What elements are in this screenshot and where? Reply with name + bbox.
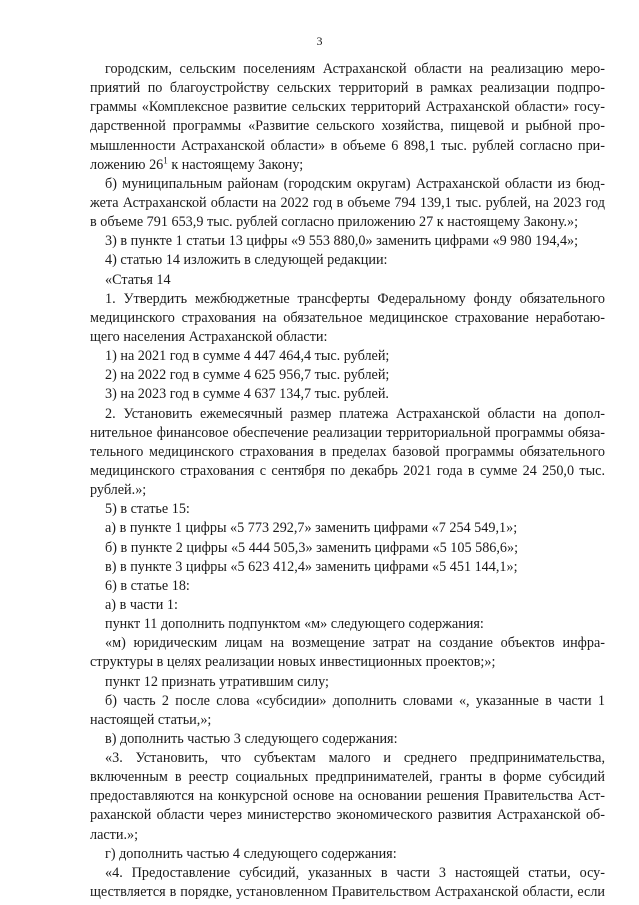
text-line	[90, 156, 605, 175]
text-line	[90, 481, 605, 500]
text-line	[90, 175, 605, 194]
text-line-content: медицинского страхования на обязательное медицинское страхование неработаю-	[90, 309, 605, 326]
text-line	[90, 347, 605, 366]
text-line	[90, 290, 605, 309]
text-line-content: тельного медицинского страхования в пределах базовой программы обязательного	[90, 443, 605, 460]
text-line	[90, 213, 605, 232]
text-line	[90, 730, 605, 749]
text-line	[90, 117, 605, 136]
text-line-content: б) муниципальным районам (городским округам) Астраханской области из бюд-	[105, 175, 605, 192]
text-line-content: а) в части 1:	[105, 596, 178, 613]
superscript: 1	[163, 154, 168, 165]
text-line	[90, 883, 605, 902]
text-line-content: в) дополнить частью 3 следующего содержания:	[105, 730, 398, 747]
text-line-content: пункт 12 признать утратившим силу;	[105, 673, 329, 690]
text-line	[90, 194, 605, 213]
text-line	[90, 519, 605, 538]
text-line	[90, 98, 605, 117]
text-line-content: настоящей статьи,»;	[90, 711, 212, 728]
text-line	[90, 232, 605, 251]
text-line-content: в объеме 791 653,9 тыс. рублей согласно приложению 27 к настоящему Закону.»;	[90, 214, 579, 231]
text-line-content: а) в пункте 1 цифры «5 773 292,7» заменить цифрами «7 254 549,1»;	[105, 520, 518, 537]
text-line-content: 2. Установить ежемесячный размер платежа Астраханской области на допол-	[105, 405, 605, 422]
text-line-content: нительное финансовое обеспечение реализации территориальной программы обяза-	[90, 424, 605, 441]
text-line-content: медицинского страхования с сентября по декабрь 2021 года в сумме 24 250,0 тыс.	[90, 462, 605, 479]
text-line	[90, 500, 605, 519]
text-line-content: «4. Предоставление субсидий, указанных в части 3 настоящей статьи, осу-	[105, 864, 605, 881]
text-line	[90, 634, 605, 653]
page-number: 3	[316, 34, 323, 48]
text-line	[90, 539, 605, 558]
text-line	[90, 768, 605, 787]
text-line-content: 2) на 2022 год в сумме 4 625 956,7 тыс. рублей;	[105, 367, 390, 384]
text-line	[90, 309, 605, 328]
text-line	[90, 673, 605, 692]
text-line	[90, 251, 605, 270]
text-line-content: жета Астраханской области на 2022 год в объеме 794 139,1 тыс. рублей, на 2023 год	[90, 194, 605, 211]
text-line-content: 4) статью 14 изложить в следующей редакции:	[105, 252, 388, 269]
document-body	[90, 60, 605, 902]
text-line	[90, 405, 605, 424]
text-line	[90, 424, 605, 443]
text-line-content: рублей.»;	[90, 482, 147, 499]
text-line-content: ласти.»;	[90, 826, 139, 843]
text-line	[90, 328, 605, 347]
text-line	[90, 864, 605, 883]
text-line-content: ществляется в порядке, установленном Правительством Астраханской области, если	[90, 884, 605, 901]
text-line-content: предоставляются на конкурсной основе на основании решения Правительства Аст-	[90, 788, 605, 805]
text-line-content: 6) в статье 18:	[105, 577, 190, 594]
text-line-content: «м) юридическим лицам на возмещение затрат на создание объектов инфра-	[105, 635, 605, 652]
text-line-content: мышленности Астраханской области» в объеме 6 898,1 тыс. рублей согласно при-	[90, 137, 605, 154]
text-line-content: городским, сельским поселениям Астраханской области на реализацию меро-	[105, 61, 605, 77]
text-line-content: приятий по благоустройству сельских территорий в рамках реализации подпро-	[90, 80, 605, 97]
text-line	[90, 577, 605, 596]
text-line	[90, 462, 605, 481]
text-line-content: дарственной программы «Развитие сельского хозяйства, пищевой и рыбной про-	[90, 118, 605, 135]
text-line	[90, 60, 605, 79]
text-line-content: 3) в пункте 1 статьи 13 цифры «9 553 880,0» заменить цифрами «9 980 194,4»;	[105, 233, 579, 250]
text-line	[90, 845, 605, 864]
text-line-content: включенным в реестр социальных предпринимателей, гранты в форме субсидий	[90, 769, 605, 786]
text-line-content: структуры в целях реализации новых инвестиционных проектов;»;	[90, 654, 496, 671]
text-line-content: «3. Установить, что субъектам малого и среднего предпринимательства,	[105, 750, 605, 767]
text-line-content: «Статья 14	[105, 271, 171, 288]
text-line	[90, 79, 605, 98]
text-line-content: пункт 11 дополнить подпунктом «м» следующего содержания:	[105, 616, 484, 633]
text-line-content: в) в пункте 3 цифры «5 623 412,4» заменить цифрами «5 451 144,1»;	[105, 558, 518, 575]
text-line	[90, 653, 605, 672]
text-line-content: б) часть 2 после слова «субсидии» дополнить словами «, указанные в части 1	[105, 692, 605, 709]
text-line-tail: к настоящему Закону;	[167, 156, 304, 173]
text-line-content: г) дополнить частью 4 следующего содержания:	[105, 845, 397, 862]
text-line	[90, 711, 605, 730]
text-line	[90, 615, 605, 634]
text-line-content: 3) на 2023 год в сумме 4 637 134,7 тыс. рублей.	[105, 386, 389, 403]
text-line-content: 5) в статье 15:	[105, 501, 190, 518]
text-line	[90, 385, 605, 404]
text-line-content: раханской области через министерство экономического развития Астраханской об-	[90, 807, 605, 824]
text-line-content: б) в пункте 2 цифры «5 444 505,3» заменить цифрами «5 105 586,6»;	[105, 539, 519, 556]
text-line	[90, 806, 605, 825]
text-line	[90, 271, 605, 290]
text-line	[90, 692, 605, 711]
text-line	[90, 558, 605, 577]
text-line-content: 1) на 2021 год в сумме 4 447 464,4 тыс. рублей;	[105, 348, 390, 365]
text-line-content: граммы «Комплексное развитие сельских территорий Астраханской области» госу-	[90, 99, 605, 116]
text-line	[90, 596, 605, 615]
text-line	[90, 443, 605, 462]
text-line	[90, 137, 605, 156]
text-line	[90, 787, 605, 806]
text-line	[90, 366, 605, 385]
text-line-content: щего населения Астраханской области:	[90, 328, 328, 345]
text-line	[90, 826, 605, 845]
text-line-content: 1. Утвердить межбюджетные трансферты Федеральному фонду обязательного	[105, 290, 605, 307]
text-line-content: ложению 26	[90, 156, 164, 173]
text-line	[90, 749, 605, 768]
